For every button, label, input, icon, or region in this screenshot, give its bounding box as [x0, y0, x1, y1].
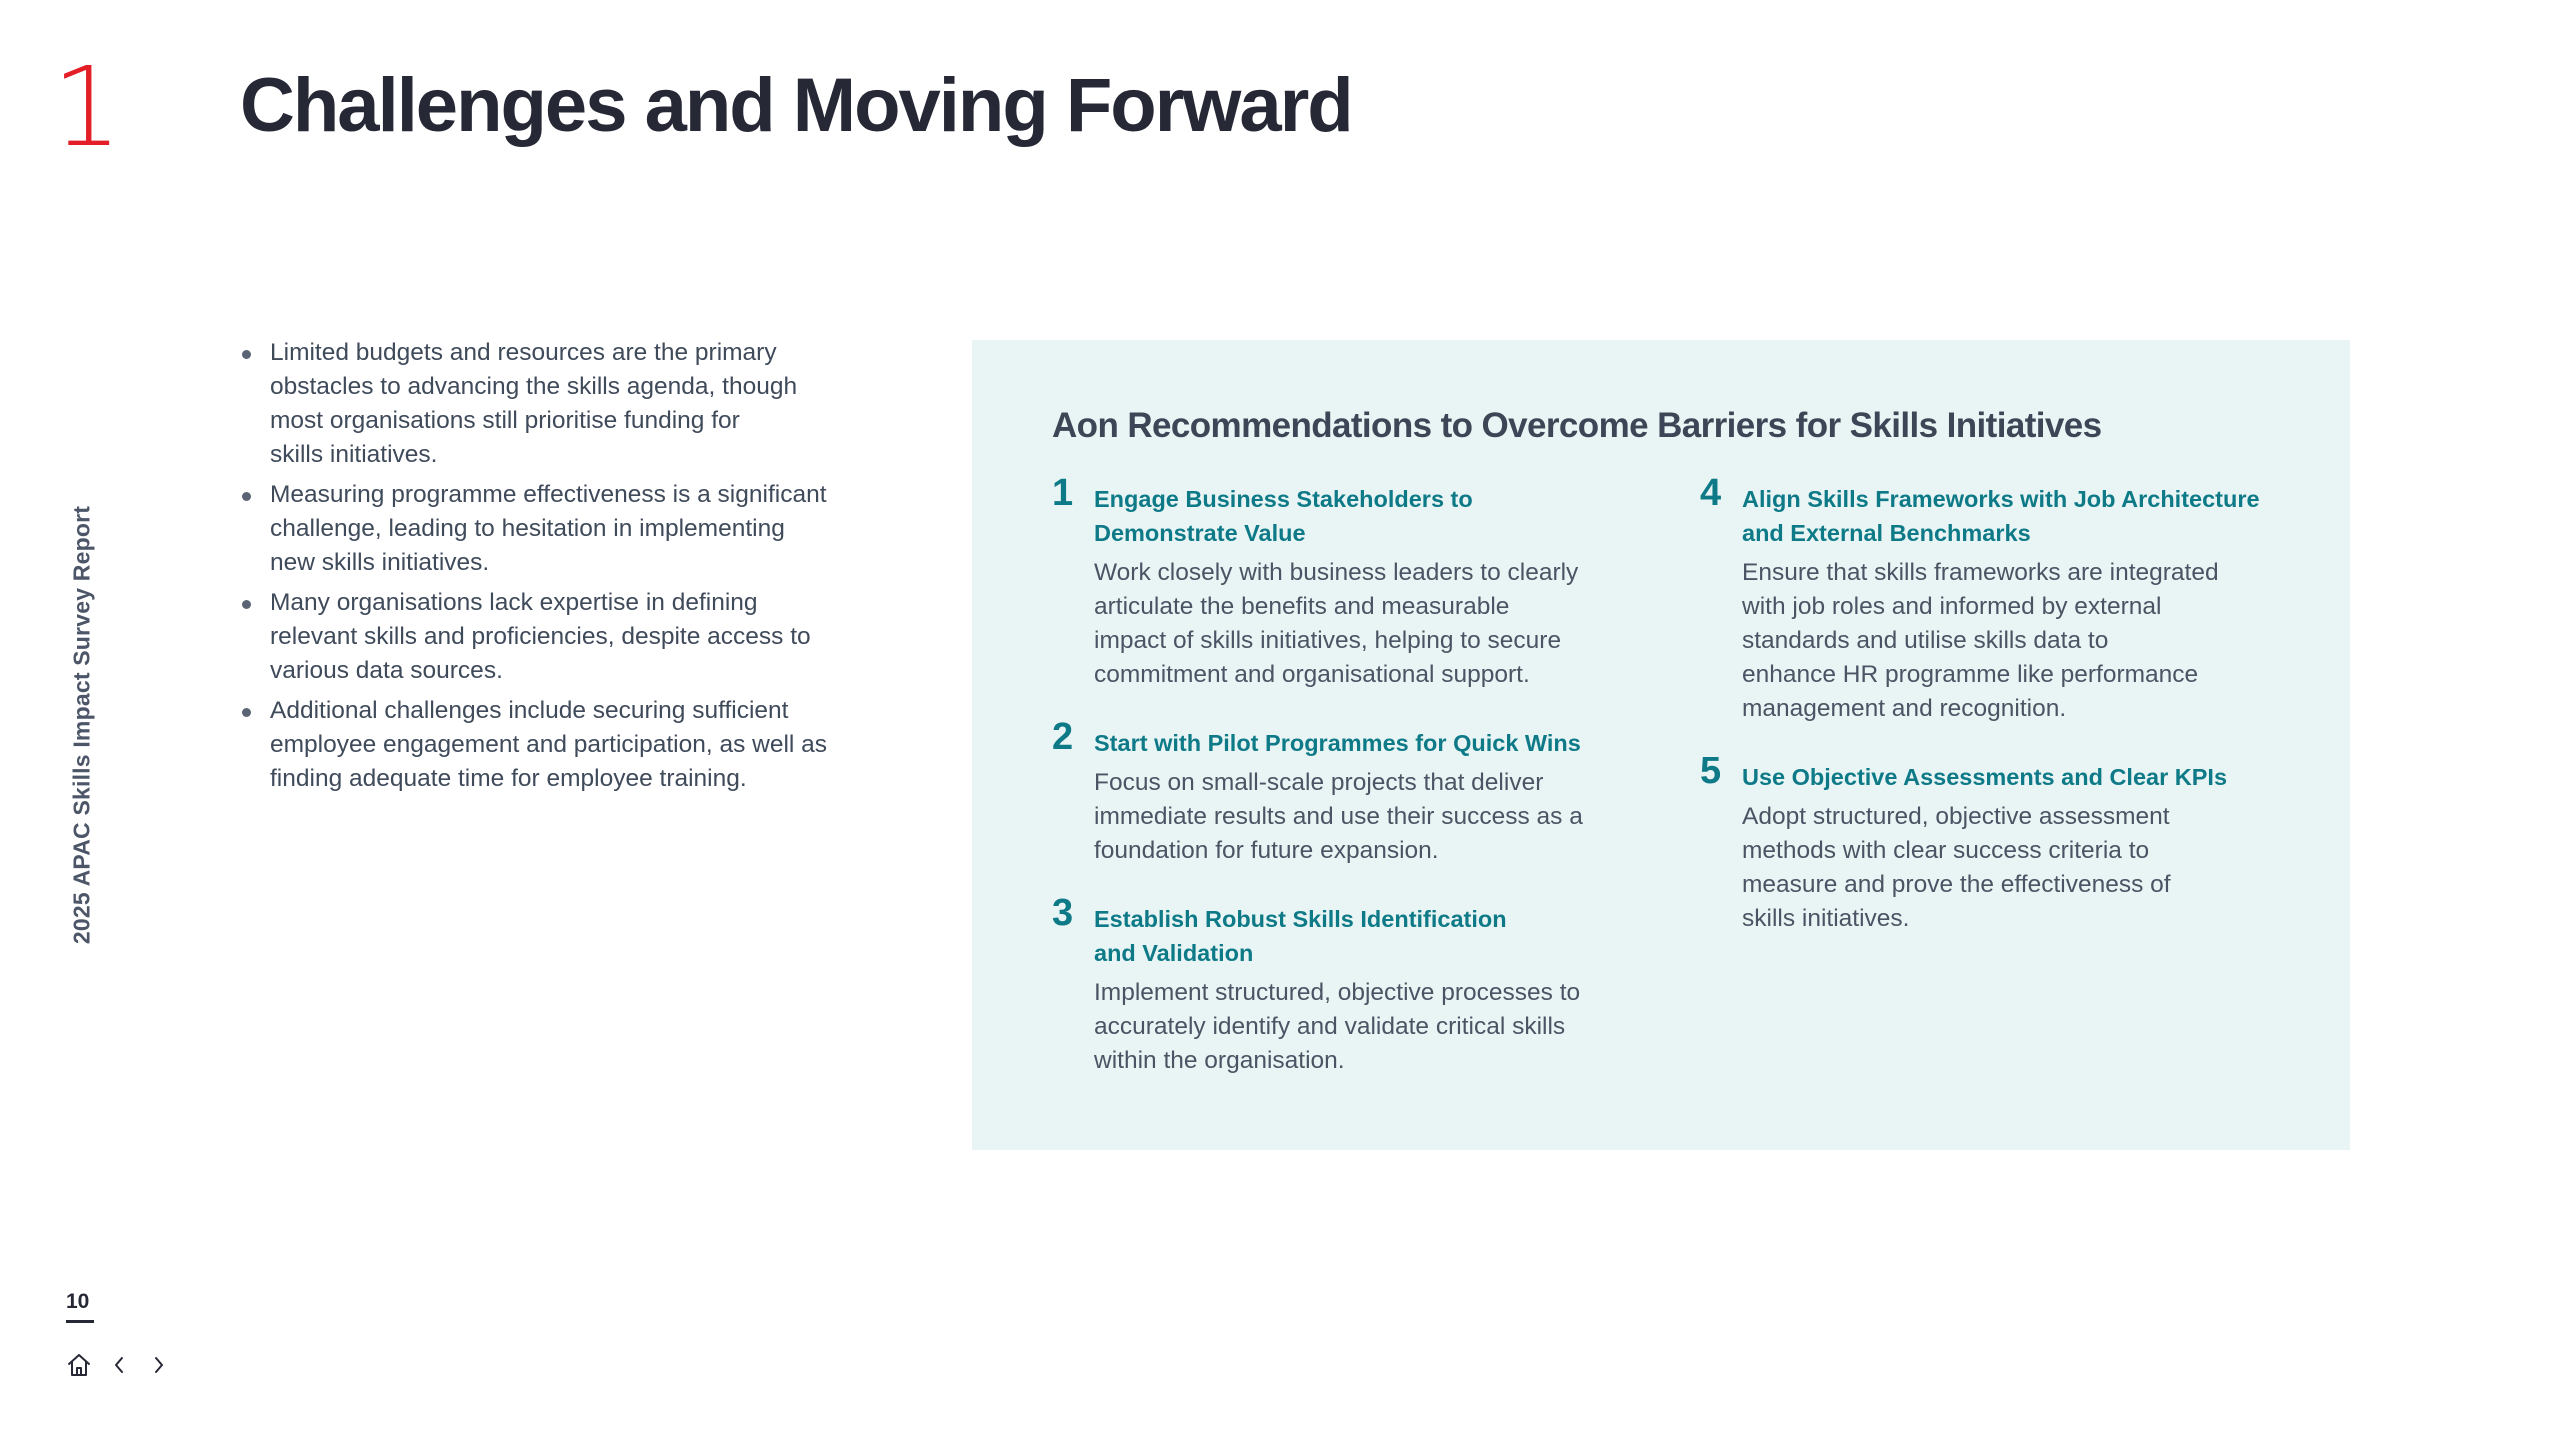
- chevron-right-icon[interactable]: [146, 1351, 172, 1379]
- recommendation-desc-line: Ensure that skills frameworks are integrated: [1742, 559, 2219, 586]
- recommendation-title-line: and Validation: [1094, 940, 1254, 966]
- page-navigation: [66, 1350, 172, 1380]
- bullet-icon: [242, 600, 251, 609]
- recommendation-title-line: Align Skills Frameworks with Job Architecture: [1742, 486, 2260, 512]
- recommendation-title-line: Demonstrate Value: [1094, 520, 1306, 546]
- recommendation-title-line: and External Benchmarks: [1742, 520, 2031, 546]
- page-number-underline: [66, 1320, 94, 1323]
- page-number: 10: [66, 1290, 90, 1313]
- bullet-icon: [242, 708, 251, 717]
- challenge-line: Many organisations lack expertise in defining: [270, 589, 758, 616]
- recommendation-desc-line: with job roles and informed by external: [1742, 593, 2162, 620]
- recommendation-description: [1742, 800, 2171, 936]
- recommendation-desc-line: measure and prove the effectiveness of: [1742, 871, 2171, 898]
- recommendation-desc-line: commitment and organisational support.: [1094, 661, 1530, 688]
- recommendation-title-line: Engage Business Stakeholders to: [1094, 486, 1473, 512]
- recommendation-title: [1094, 482, 1473, 550]
- recommendation-title: [1742, 760, 2227, 794]
- recommendation-desc-line: enhance HR programme like performance: [1742, 661, 2199, 688]
- challenge-line: employee engagement and participation, as well as: [270, 731, 828, 758]
- challenge-item: [240, 478, 880, 580]
- recommendation-desc-line: skills initiatives.: [1742, 905, 1910, 932]
- challenge-line: challenge, leading to hesitation in implementing: [270, 515, 785, 542]
- challenge-line: various data sources.: [270, 657, 503, 684]
- challenge-line: Additional challenges include securing sufficient: [270, 697, 789, 724]
- recommendation-title: [1742, 482, 2260, 550]
- recommendation-title-line: Establish Robust Skills Identification: [1094, 906, 1507, 932]
- challenges-list: [240, 336, 880, 802]
- recommendation-number: 3: [1052, 892, 1074, 934]
- challenge-line: new skills initiatives.: [270, 549, 490, 576]
- challenge-line: Measuring programme effectiveness is a significant: [270, 481, 827, 508]
- recommendation-title: [1094, 726, 1581, 760]
- challenge-line: relevant skills and proficiencies, despite access to: [270, 623, 811, 650]
- challenge-line: Limited budgets and resources are the primary: [270, 339, 777, 366]
- recommendation-desc-line: management and recognition.: [1742, 695, 2067, 722]
- recommendation-title-line: Start with Pilot Programmes for Quick Wins: [1094, 730, 1581, 756]
- recommendation-title-line: Use Objective Assessments and Clear KPIs: [1742, 764, 2228, 790]
- recommendation-number: 5: [1700, 750, 1722, 792]
- challenge-item: [240, 694, 880, 796]
- recommendation-number: 4: [1700, 472, 1722, 514]
- recommendation-desc-line: articulate the benefits and measurable: [1094, 593, 1510, 620]
- recommendation-desc-line: immediate results and use their success as a: [1094, 803, 1583, 830]
- recommendation-desc-line: accurately identify and validate critical skills: [1094, 1013, 1566, 1040]
- recommendation-desc-line: foundation for future expansion.: [1094, 837, 1439, 864]
- recommendation-desc-line: Adopt structured, objective assessment: [1742, 803, 2170, 830]
- recommendations-heading: Aon Recommendations to Overcome Barriers for Skills Initiatives: [1052, 406, 2102, 445]
- recommendation-desc-line: within the organisation.: [1094, 1047, 1345, 1074]
- recommendation-number: 2: [1052, 716, 1074, 758]
- recommendation-desc-line: Work closely with business leaders to clearly: [1094, 559, 1579, 586]
- challenge-line: finding adequate time for employee training.: [270, 765, 747, 792]
- recommendation-desc-line: methods with clear success criteria to: [1742, 837, 2150, 864]
- challenge-item: [240, 586, 880, 688]
- recommendations-panel: [972, 340, 2350, 1150]
- challenge-line: skills initiatives.: [270, 441, 438, 468]
- challenge-line: obstacles to advancing the skills agenda, though: [270, 373, 798, 400]
- recommendation-description: [1742, 556, 2219, 726]
- bullet-icon: [242, 350, 251, 359]
- recommendation-title: [1094, 902, 1507, 970]
- bullet-icon: [242, 492, 251, 501]
- recommendation-number: 1: [1052, 472, 1074, 514]
- recommendation-description: [1094, 766, 1583, 868]
- chapter-number: 1: [52, 43, 122, 171]
- recommendation-desc-line: standards and utilise skills data to: [1742, 627, 2109, 654]
- recommendation-desc-line: impact of skills initiatives, helping to secure: [1094, 627, 1562, 654]
- challenge-line: most organisations still prioritise funding for: [270, 407, 740, 434]
- home-icon[interactable]: [66, 1351, 92, 1379]
- report-side-label: 2025 APAC Skills Impact Survey Report: [68, 505, 95, 945]
- page-title: Challenges and Moving Forward: [240, 63, 1352, 148]
- chevron-left-icon[interactable]: [106, 1351, 132, 1379]
- recommendation-description: [1094, 976, 1580, 1078]
- recommendation-desc-line: Focus on small-scale projects that deliver: [1094, 769, 1544, 796]
- challenge-item: [240, 336, 880, 472]
- recommendation-desc-line: Implement structured, objective processes to: [1094, 979, 1581, 1006]
- recommendation-description: [1094, 556, 1578, 692]
